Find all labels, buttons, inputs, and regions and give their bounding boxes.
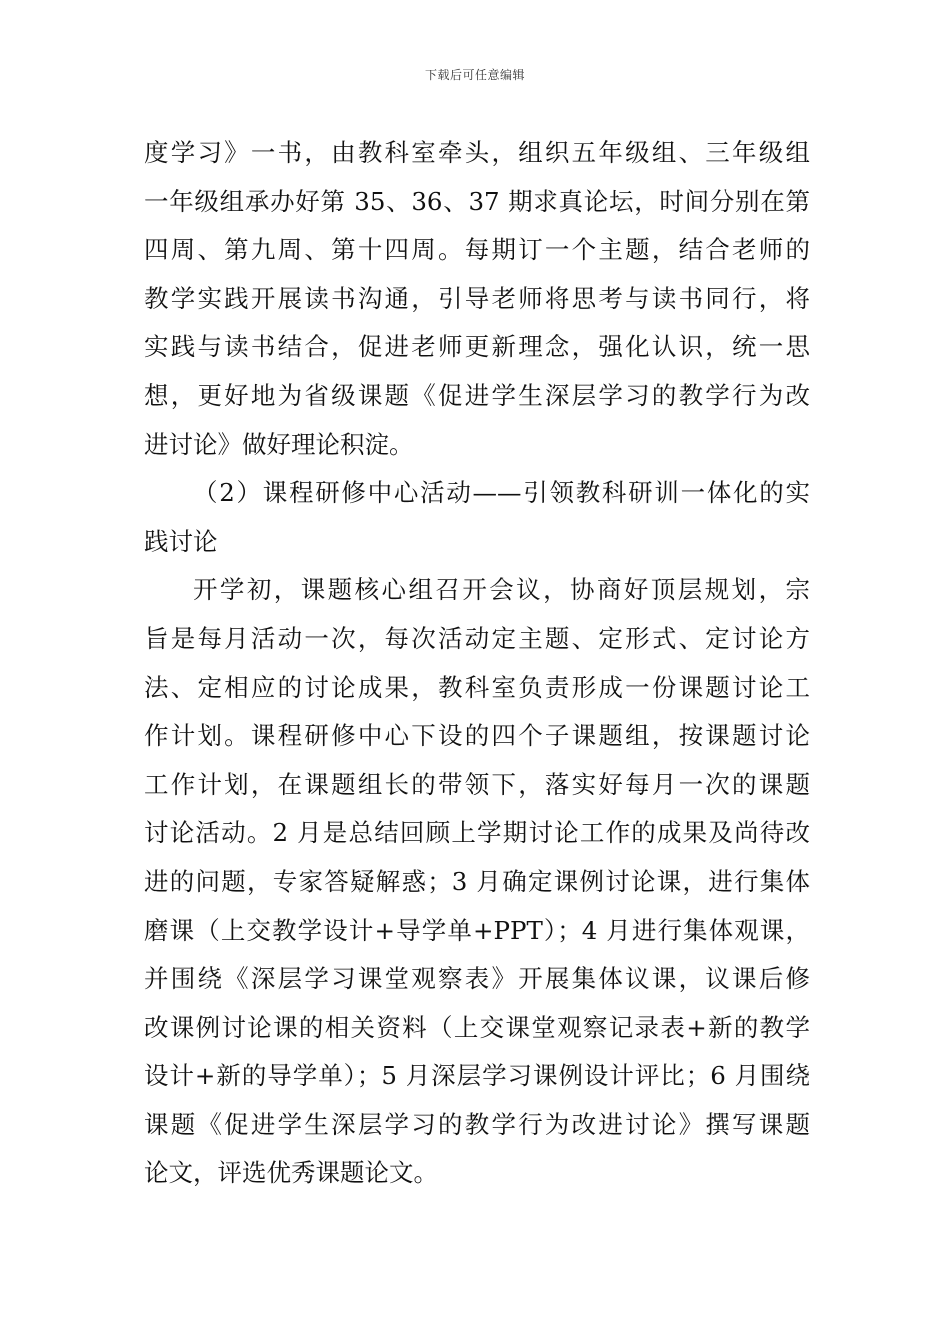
text-line: 进的问题，专家答疑解惑；3 月确定课例讨论课，进行集体 <box>144 866 810 896</box>
text-line: 实践与读书结合，促进老师更新理念，强化认识，统一思 <box>144 332 810 362</box>
text-line: 改课例讨论课的相关资料（上交课堂观察记录表+新的教学 <box>144 1012 810 1042</box>
section-heading: （2）课程研修中心活动——引领教科研训一体化的实 <box>193 478 810 508</box>
text-line: 一年级组承办好第 35、36、37 期求真论坛，时间分别在第 <box>144 186 810 216</box>
text-line: 度学习》一书，由教科室牵头，组织五年级组、三年级组 <box>144 138 810 167</box>
text-line: 课题《促进学生深层学习的教学行为改进讨论》撰写课题 <box>144 1109 810 1139</box>
text-line: 进讨论》做好理论积淀。 <box>144 429 414 459</box>
text-line: 想，更好地为省级课题《促进学生深层学习的教学行为改 <box>144 380 810 410</box>
text-line: 工作计划，在课题组长的带领下，落实好每月一次的课题 <box>144 769 810 799</box>
text-line: 四周、第九周、第十四周。每期订一个主题，结合老师的 <box>144 235 810 265</box>
text-line: 教学实践开展读书沟通，引导老师将思考与读书同行，将 <box>144 283 810 313</box>
body-text <box>144 129 810 1198</box>
text-line: 讨论活动。2 月是总结回顾上学期讨论工作的成果及尚待改 <box>144 818 810 848</box>
text-line: 作计划。课程研修中心下设的四个子课题组，按课题讨论 <box>144 721 810 751</box>
text-line: 论文，评选优秀课题论文。 <box>144 1158 438 1188</box>
section-heading-cont: 践讨论 <box>144 526 218 556</box>
text-line: 设计+新的导学单）；5 月深层学习课例设计评比；6 月围绕 <box>144 1061 810 1091</box>
text-line: 磨课（上交教学设计+导学单+PPT）；4 月进行集体观课， <box>144 915 810 945</box>
page-header: 下载后可任意编辑 <box>424 68 525 82</box>
text-line: 旨是每月活动一次，每次活动定主题、定形式、定讨论方 <box>144 623 810 653</box>
text-line: 并围绕《深层学习课堂观察表》开展集体议课，议课后修 <box>144 964 810 994</box>
text-line: 开学初，课题核心组召开会议，协商好顶层规划，宗 <box>193 575 810 605</box>
text-line: 法、定相应的讨论成果，教科室负责形成一份课题讨论工 <box>144 672 810 702</box>
